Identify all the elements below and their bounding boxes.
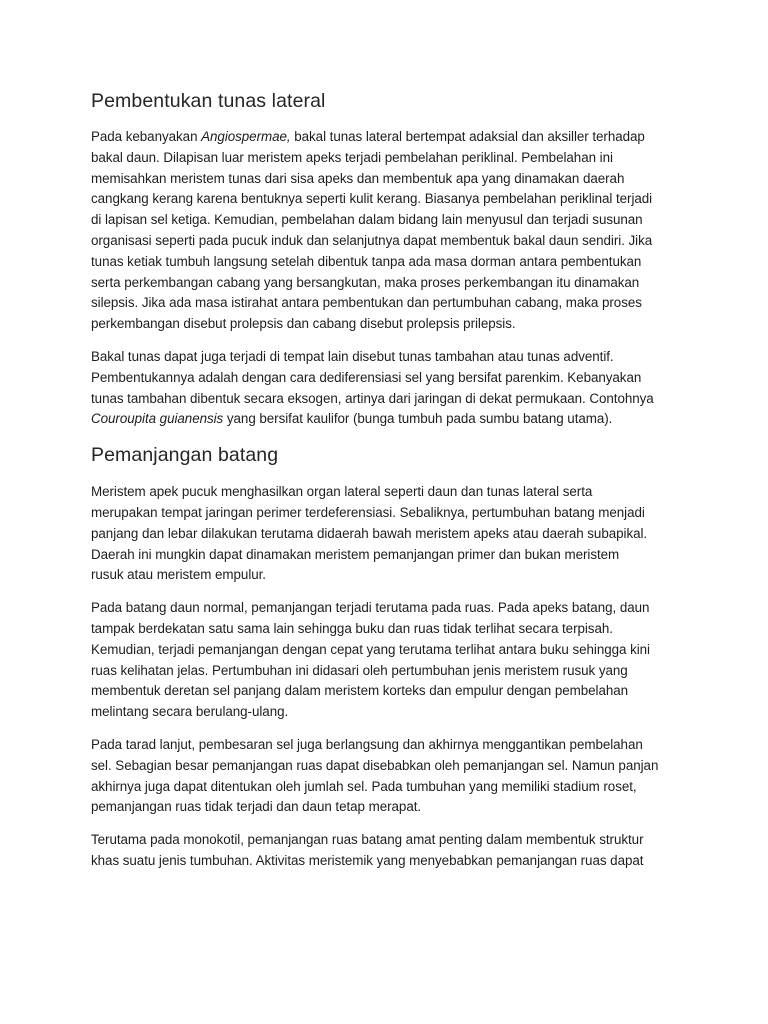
text-line: panjang dan lebar dilakukan terutama didaerah bawah meristem apeks atau daerah subapikal. <box>91 525 648 541</box>
text-line: Couroupita guianensis yang bersifat kaulifor (bunga tumbuh pada sumbu batang utama). <box>91 411 613 427</box>
text-line: sel. Sebagian besar pemanjangan ruas dapat disebabkan oleh pemanjangan sel. Namun panjan <box>91 757 659 773</box>
text-line: serta perkembangan cabang yang bersangkutan, maka proses perkembangan itu dinamakan <box>91 274 640 290</box>
text-line: memisahkan meristem tunas dari sisa apeks dan membentuk apa yang dinamakan daerah <box>91 170 625 186</box>
heading-pembentukan-tunas-lateral: Pembentukan tunas lateral <box>91 90 326 112</box>
paragraph-tunas-lateral-1 <box>91 127 681 335</box>
text-line: Daerah ini mungkin dapat dinamakan meristem pemanjangan primer dan bukan meristem <box>91 546 620 562</box>
text-line: organisasi seperti pada pucuk induk dan selanjutnya dapat membentuk bakal daun sendiri. Jika <box>91 232 653 248</box>
text-line: tunas tambahan dibentuk secara eksogen, artinya dari jaringan di dekat permukaan. Contohnya <box>91 390 654 406</box>
italic-species-name: Couroupita guianensis <box>91 411 224 427</box>
text-line: bakal daun. Dilapisan luar meristem apeks terjadi pembelahan periklinal. Pembelahan ini <box>91 149 613 165</box>
text-line: rusuk atau meristem empulur. <box>91 567 266 583</box>
text-line: Terutama pada monokotil, pemanjangan ruas batang amat penting dalam membentuk struktur <box>91 832 644 848</box>
text-line: cangkang kerang karena bentuknya seperti kulit kerang. Biasanya pembelahan periklinal terjadi <box>91 191 653 207</box>
text-line: tunas ketiak tumbuh langsung setelah dibentuk tanpa ada masa dorman antara pembentukan <box>91 253 642 269</box>
text-line: khas suatu jenis tumbuhan. Aktivitas meristemik yang menyebabkan pemanjangan ruas dapat <box>91 852 644 868</box>
text-line: Meristem apek pucuk menghasilkan organ lateral seperti daun dan tunas lateral serta <box>91 484 593 500</box>
text-line: Pada batang daun normal, pemanjangan terjadi terutama pada ruas. Pada apeks batang, daun <box>91 600 650 616</box>
text-line: membentuk deretan sel panjang dalam meristem korteks dan empulur dengan pembelahan <box>91 683 629 699</box>
text-line: Bakal tunas dapat juga terjadi di tempat lain disebut tunas tambahan atau tunas adventif. <box>91 348 614 364</box>
document-page <box>91 88 681 872</box>
paragraph-pemanjangan-3 <box>91 735 681 818</box>
paragraph-tunas-lateral-2 <box>91 347 681 430</box>
heading-pemanjangan-batang: Pemanjangan batang <box>91 444 279 467</box>
text-line: Pembentukannya adalah dengan cara dediferensiasi sel yang bersifat parenkim. Kebanyakan <box>91 369 642 385</box>
text-line: Kemudian, terjadi pemanjangan dengan cepat yang terutama terlihat antara buku sehingga kini <box>91 641 650 657</box>
text-line: di lapisan sel ketiga. Kemudian, pembelahan dalam bidang lain menyusul dan terjadi susunan <box>91 212 643 228</box>
text-line: merupakan tempat jaringan perimer terdeferensiasi. Sebaliknya, pertumbuhan batang menjadi <box>91 504 645 520</box>
text-line: Pada tarad lanjut, pembesaran sel juga berlangsung dan akhirnya menggantikan pembelahan <box>91 736 643 752</box>
paragraph-pemanjangan-2 <box>91 598 681 723</box>
text-line: Pada kebanyakan Angiospermae, bakal tunas lateral bertempat adaksial dan aksiller terhadap <box>91 129 645 144</box>
italic-species-name: Angiospermae, <box>201 129 291 144</box>
paragraph-pemanjangan-4 <box>91 830 681 872</box>
text-line: melintang secara berulang-ulang. <box>91 704 289 720</box>
text-line: silepsis. Jika ada masa istirahat antara pembentukan dan pertumbuhan cabang, maka proses <box>91 295 642 311</box>
text-line: perkembangan disebut prolepsis dan cabang disebut prolepsis prilepsis. <box>91 316 516 332</box>
text-line: tampak berdekatan satu sama lain sehingga buku dan ruas tidak terlihat secara terpisah. <box>91 620 613 636</box>
paragraph-pemanjangan-1 <box>91 482 681 586</box>
text-line: pemanjangan ruas tidak terjadi dan daun tetap merapat. <box>91 799 422 815</box>
text-line: akhirnya juga dapat ditentukan oleh jumlah sel. Pada tumbuhan yang memiliki stadium roset, <box>91 778 637 794</box>
text-line: ruas kelihatan jelas. Pertumbuhan ini didasari oleh pertumbuhan jenis meristem rusuk yang <box>91 662 628 678</box>
